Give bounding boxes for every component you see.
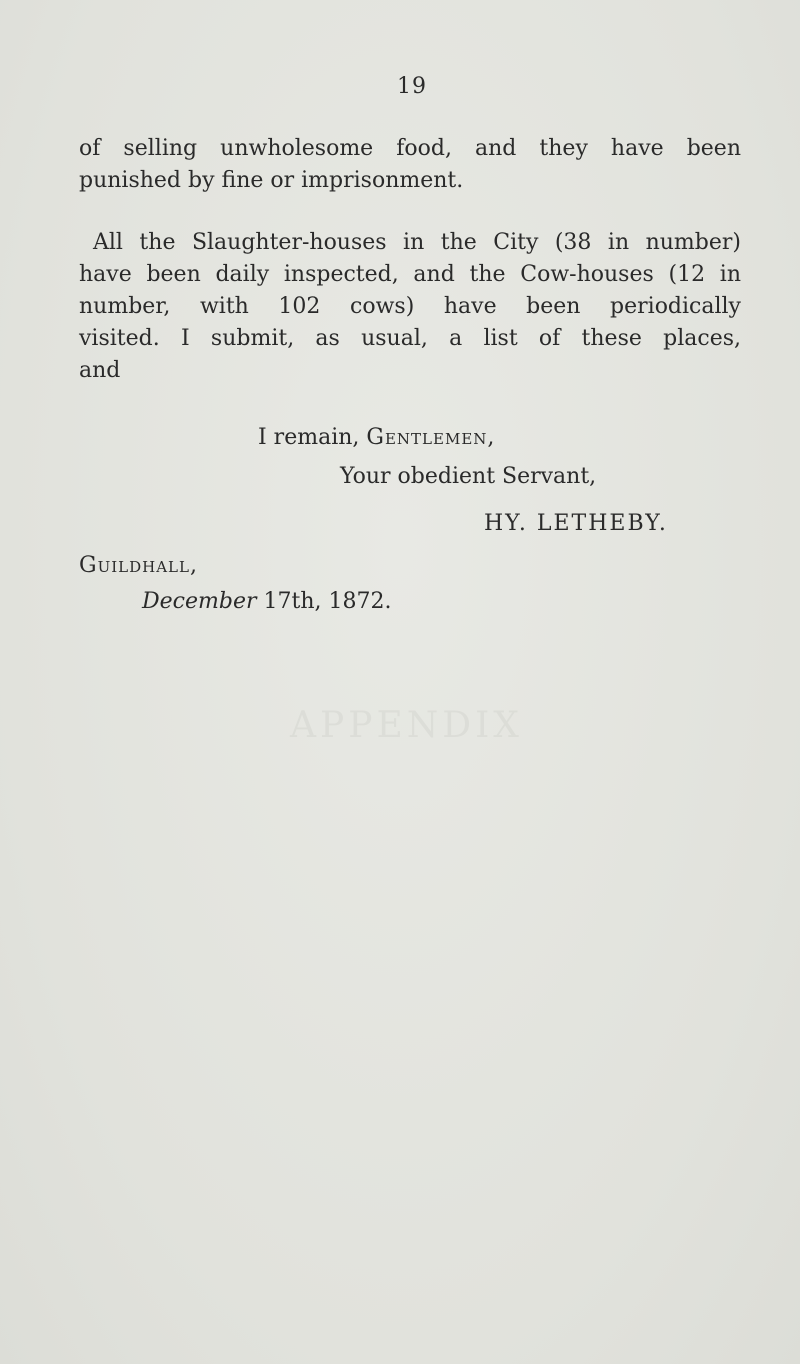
closing-remain (258, 422, 495, 454)
paragraph-2 (79, 227, 741, 387)
signature: HY. LETHEBY. (484, 511, 668, 536)
closing-servant: Your obedient Servant, (340, 464, 597, 489)
paragraph-line: punished by fine or imprisonment. (79, 168, 464, 193)
place-name: Guildhall, (79, 553, 198, 578)
paragraph-line: and (79, 358, 121, 383)
paragraph-1 (79, 133, 741, 197)
paragraph-line: All the Slaughter-houses in the City (38 in number) (93, 230, 741, 255)
date-day: 17th, (263, 589, 322, 614)
paragraph-line: number, with 102 cows) have been periodically (79, 294, 741, 319)
date-year: 1872. (328, 589, 392, 614)
salutation: Gentlemen, (366, 425, 496, 450)
paragraph-line: of selling unwholesome food, and they have been (79, 136, 741, 161)
remain-prefix: I remain, (258, 425, 367, 450)
page-number: 19 (397, 74, 427, 99)
paragraph-line: have been daily inspected, and the Cow-houses (12 in (79, 262, 741, 287)
paragraph-line: visited. I submit, as usual, a list of these places, (79, 326, 741, 351)
date-line (142, 586, 391, 618)
show-through-text: APPENDIX (290, 705, 523, 746)
date-month: December (142, 589, 257, 614)
